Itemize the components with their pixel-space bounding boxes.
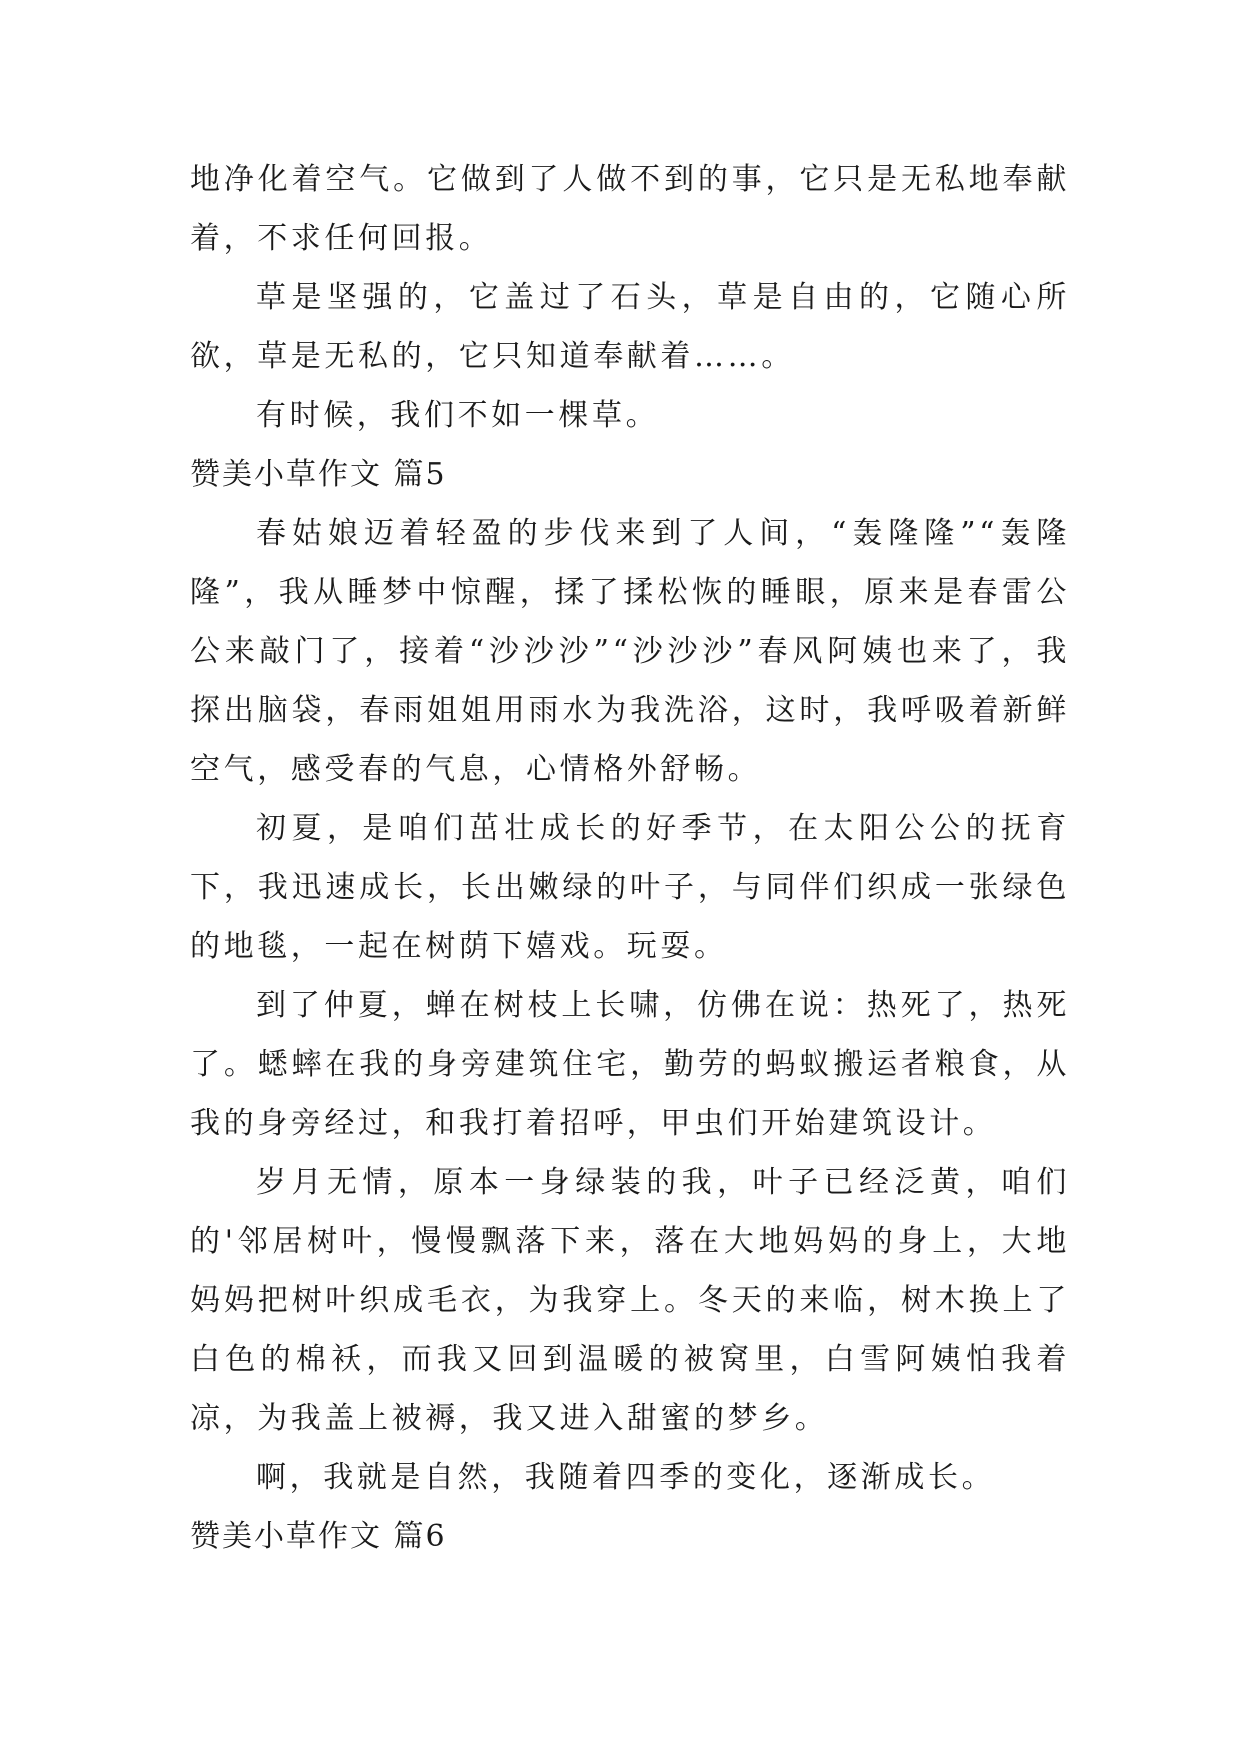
paragraph: 岁月无情，原本一身绿装的我，叶子已经泛黄，咱们的'邻居树叶，慢慢飘落下来，落在大地妈妈的身上，大地妈妈把树叶织成毛衣，为我穿上。冬天的来临，树木换上了白色的棉袄，而我又回到温暖的被窝里，白雪阿姨怕我着凉，为我盖上被褥，我又进入甜蜜的梦乡。 [190, 1165, 1070, 1436]
paragraph: 春姑娘迈着轻盈的步伐来到了人间，“轰隆隆”“轰隆隆”，我从睡梦中惊醒，揉了揉松恢的睡眼，原来是春雷公公来敲门了，接着“沙沙沙”“沙沙沙”春风阿姨也来了，我探出脑袋，春雨姐姐用雨水为我洗浴，这时，我呼吸着新鲜空气，感受春的气息，心情格外舒畅。 [190, 516, 1070, 787]
paragraph: 有时候，我们不如一棵草。 [256, 398, 660, 433]
section-heading: 赞美小草作文 篇5 [190, 457, 447, 492]
paragraph: 到了仲夏，蝉在树枝上长啸，仿佛在说：热死了，热死了。蟋蟀在我的身旁建筑住宅，勤劳的蚂蚁搬运者粮食，从我的身旁经过，和我打着招呼，甲虫们开始建筑设计。 [190, 988, 1070, 1141]
paragraph: 初夏，是咱们茁壮成长的好季节，在太阳公公的抚育下，我迅速成长，长出嫩绿的叶子，与同伴们织成一张绿色的地毯，一起在树荫下嬉戏。玩耍。 [190, 811, 1070, 964]
paragraph: 啊，我就是自然，我随着四季的变化，逐渐成长。 [256, 1460, 996, 1495]
document-body [190, 150, 1070, 1566]
section-heading: 赞美小草作文 篇6 [190, 1519, 447, 1554]
paragraph: 地净化着空气。它做到了人做不到的事，它只是无私地奉献着，不求任何回报。 [190, 162, 1070, 256]
paragraph: 草是坚强的，它盖过了石头，草是自由的，它随心所欲，草是无私的，它只知道奉献着……。 [190, 280, 1070, 374]
